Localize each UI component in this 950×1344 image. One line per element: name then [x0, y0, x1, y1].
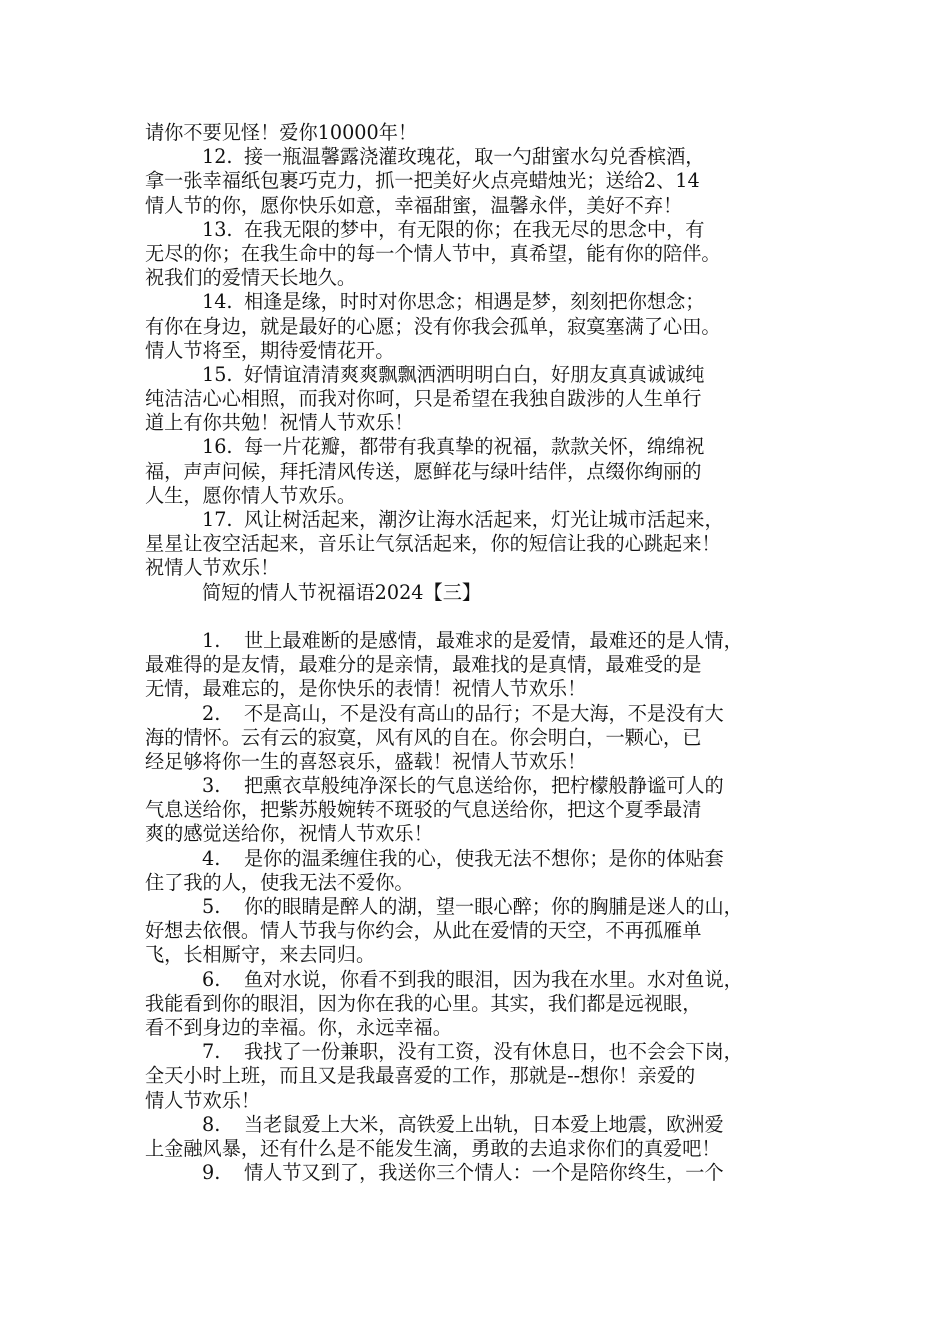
blank-line [145, 605, 829, 629]
item-number: 14. [202, 290, 233, 314]
list-item [145, 363, 829, 436]
text-line: 海的情怀。云有云的寂寞，风有风的自在。你会明白，一颗心，已 [145, 725, 702, 749]
text-line: 祝我们的爱情天长地久。 [145, 266, 357, 290]
text-line [145, 218, 829, 242]
list-item [145, 968, 829, 1041]
text-line: 纯洁洁心心相照，而我对你呵，只是希望在我独自跋涉的人生单行 [145, 387, 702, 411]
text-line: 无尽的你；在我生命中的每一个情人节中，真希望，能有你的陪伴。 [145, 241, 721, 265]
text-line [145, 508, 829, 532]
item-text: 相逢是缘，时时对你思念；相遇是梦，刻刻把你想念； [244, 290, 705, 314]
list-item [145, 895, 829, 968]
text-line [145, 1040, 829, 1064]
text-line: 经足够将你一生的喜怒哀乐，盛载！祝情人节欢乐！ [145, 749, 587, 773]
text-line [145, 363, 829, 387]
item-text: 是你的温柔缠住我的心，使我无法不想你；是你的体贴套 [244, 846, 724, 870]
text-line: 好想去依偎。情人节我与你约会，从此在爱情的天空，不再孤雁单 [145, 919, 702, 943]
item-text: 鱼对水说，你看不到我的眼泪，因为我在水里。水对鱼说， [244, 967, 743, 991]
text-line [145, 702, 829, 726]
item-text: 世上最难断的是感情，最难求的是爱情，最难还的是人情， [244, 628, 743, 652]
text-line: 请你不要见怪！爱你10000年！ [145, 121, 418, 144]
list-item [145, 508, 829, 581]
item-text: 风让树活起来，潮汐让海水活起来，灯光让城市活起来， [244, 508, 724, 531]
text-line: 气息送给你，把紫苏般婉转不斑驳的气息送给你，把这个夏季最清 [145, 798, 702, 822]
list-item [145, 847, 829, 895]
item-number: 15. [202, 362, 233, 386]
item-text: 把熏衣草般纯净深长的气息送给你，把柠檬般静谧可人的 [244, 774, 724, 798]
item-number: 1. [202, 628, 221, 652]
text-line: 我能看到你的眼泪，因为你在我的心里。其实，我们都是远视眼， [145, 991, 702, 1015]
text-line: 上金融风暴，还有什么是不能发生滴，勇敢的去追求你们的真爱吧！ [145, 1136, 721, 1160]
item-number: 5. [202, 895, 221, 918]
text-line: 全天小时上班，而且又是我最喜爱的工作，那就是--想你！亲爱的 [145, 1064, 696, 1088]
text-line: 拿一张幸福纸包裹巧克力，抓一把美好火点亮蜡烛光；送给2、14 [145, 169, 700, 193]
item-number: 9. [202, 1161, 221, 1185]
text-line: 看不到身边的幸福。你，永远幸福。 [145, 1015, 452, 1039]
list-item [145, 218, 829, 291]
text-line: 情人节的你，愿你快乐如意，幸福甜蜜，温馨永伴，美好不弃！ [145, 193, 683, 217]
text-line: 情人节将至，期待爱情花开。 [145, 338, 395, 362]
text-line: 人生，愿你情人节欢乐。 [145, 483, 357, 507]
list-item [145, 1113, 829, 1161]
item-text: 当老鼠爱上大米，高铁爱上出轨，日本爱上地震，欧洲爱 [244, 1112, 724, 1136]
list-item [145, 1040, 829, 1113]
text-line [145, 968, 829, 992]
text-line [145, 435, 829, 459]
text-line: 道上有你共勉！祝情人节欢乐！ [145, 411, 414, 435]
list-item [145, 290, 829, 363]
item-text: 不是高山，不是没有高山的品行；不是大海，不是没有大 [244, 701, 724, 725]
text-line [145, 629, 829, 653]
list-item [145, 145, 829, 218]
item-number: 7. [202, 1040, 221, 1064]
paragraph-continuation [145, 121, 829, 145]
text-line: 爽的感觉送给你，祝情人节欢乐！ [145, 822, 433, 846]
list-item [145, 702, 829, 775]
text-line: 情人节欢乐！ [145, 1088, 261, 1112]
text-line: 祝情人节欢乐！ [145, 556, 280, 580]
section-heading: 简短的情人节祝福语2024【三】 [202, 580, 482, 604]
item-number: 12. [202, 145, 233, 169]
list-item [145, 435, 829, 508]
text-line [145, 774, 829, 798]
item-number: 3. [202, 774, 221, 798]
text-line [145, 290, 829, 314]
text-line [145, 895, 829, 919]
list-item [145, 774, 829, 847]
text-line: 最难得的是友情，最难分的是亲情，最难找的是真情，最难受的是 [145, 653, 702, 677]
text-line: 飞，长相厮守，来去同归。 [145, 943, 376, 967]
item-text: 接一瓶温馨露浇灌玫瑰花，取一勺甜蜜水勾兑香槟酒， [244, 145, 705, 169]
item-number: 13. [202, 217, 233, 241]
text-line: 有你在身边，就是最好的心愿；没有你我会孤单，寂寞塞满了心田。 [145, 314, 721, 338]
text-line [145, 145, 829, 169]
text-line [145, 1113, 829, 1137]
list-item [145, 629, 829, 702]
item-number: 8. [202, 1112, 221, 1136]
item-number: 16. [202, 435, 233, 459]
item-text: 情人节又到了，我送你三个情人：一个是陪你终生，一个 [244, 1161, 724, 1185]
list-item [145, 1161, 829, 1185]
item-text: 你的眼睛是醉人的湖，望一眼心醉；你的胸脯是迷人的山， [244, 895, 743, 918]
document-body [145, 121, 829, 1185]
item-number: 2. [202, 701, 221, 725]
item-text: 在我无限的梦中，有无限的你；在我无尽的思念中，有 [244, 217, 705, 241]
text-line: 星星让夜空活起来，音乐让气氛活起来，你的短信让我的心跳起来！ [145, 532, 721, 556]
text-line: 住了我的人，使我无法不爱你。 [145, 870, 414, 894]
item-number: 6. [202, 967, 221, 991]
item-number: 4. [202, 846, 221, 870]
text-line [145, 847, 829, 871]
item-text: 每一片花瓣，都带有我真挚的祝福，款款关怀，绵绵祝 [244, 435, 705, 459]
text-line: 福，声声问候，拜托清风传送，愿鲜花与绿叶结伴，点缀你绚丽的 [145, 459, 702, 483]
item-number: 17. [202, 508, 233, 531]
text-line [145, 1161, 829, 1185]
item-text: 好情谊清清爽爽飘飘洒洒明明白白，好朋友真真诚诚纯 [244, 362, 705, 386]
text-line: 无情，最难忘的，是你快乐的表情！祝情人节欢乐！ [145, 677, 587, 701]
item-text: 我找了一份兼职，没有工资，没有休息日，也不会会下岗， [244, 1040, 743, 1064]
